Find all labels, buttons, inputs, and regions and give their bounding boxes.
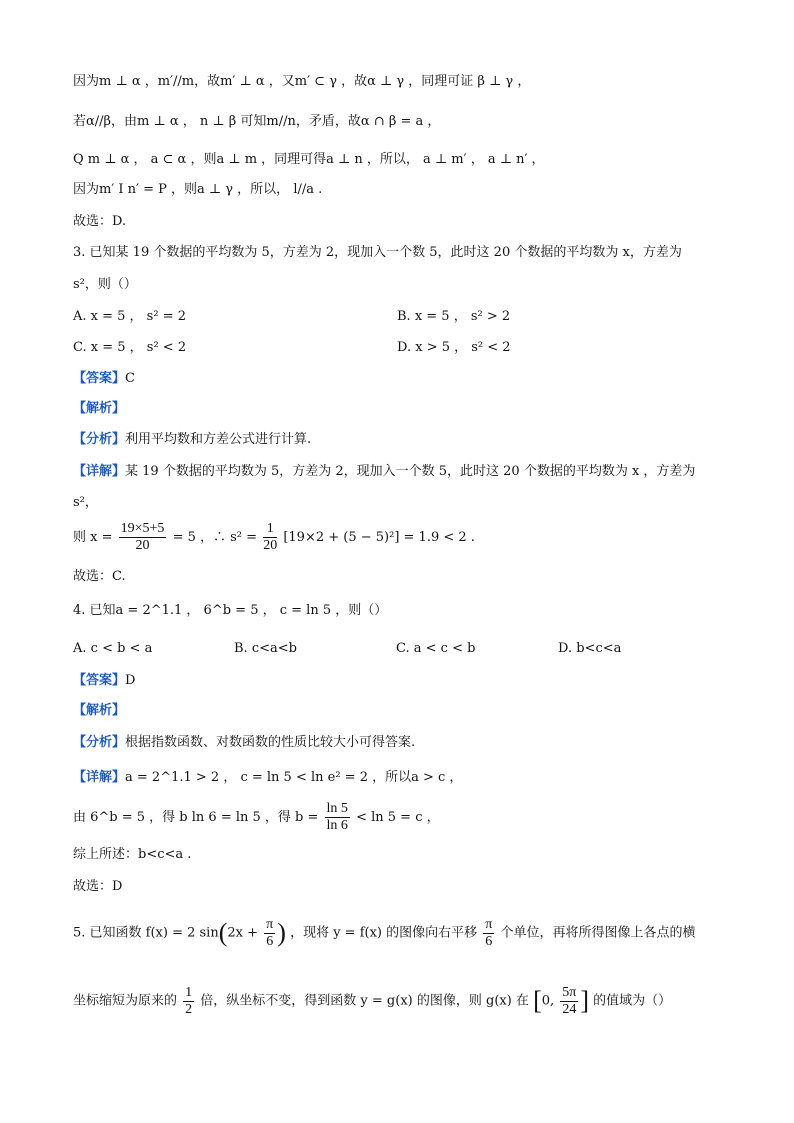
option-d: D. b<c<a: [558, 641, 622, 656]
question-3: 3. 已知某 19 个数据的平均数为 5，方差为 2，现加入一个数 5，此时这 20 个数据的平均数为 x，方差为: [73, 245, 682, 260]
text-line: 故选：D.: [73, 214, 127, 229]
question-5: 5. 已知函数 f(x) = 2 sin(2x + $\frac{\pi}{6}$ ) ，现将 y = f(x) 的图像向右平移 $\frac{\pi}{6}$ 个单位，再将所得图像上各点的横: [73, 916, 696, 949]
analysis-header: 【解析】: [73, 703, 126, 718]
question-5-cont: 坐标缩短为原来的 $\frac{1}{2}$ 倍，纵坐标不变，得到函数 y = g(x) 的图像，则 g(x) 在 [0, $\frac{5\pi}{24}$ ] 的值域为（）: [73, 984, 672, 1017]
option-a: A. c < b < a: [73, 641, 153, 656]
option-d: D. x > 5 ， s² < 2: [397, 340, 511, 355]
detail-row-cont: s²，: [73, 495, 98, 510]
answer-row: 【答案】D: [73, 673, 136, 688]
option-a: A. x = 5 ， s² = 2: [73, 309, 186, 324]
option-b: B. x = 5 ， s² > 2: [397, 309, 511, 324]
analysis-header: 【解析】: [73, 401, 126, 416]
analysis-row: 【分析】利用平均数和方差公式进行计算.: [73, 432, 312, 447]
detail-row: 【详解】a = 2^1.1 > 2 ， c = ln 5 < ln e² = 2 ，所以a > c ，: [73, 770, 463, 785]
text-line: 因为m ⊥ α ，m′//m，故m′ ⊥ α ，又m′ ⊂ γ ，故α ⊥ γ ，同理可证 β ⊥ γ ，: [73, 74, 531, 89]
answer-row: 【答案】C: [73, 371, 135, 386]
text-line: 若α//β，由m ⊥ α ， n ⊥ β 可知m//n，矛盾，故α ∩ β = a ，: [73, 114, 441, 129]
selection-row: 故选：C.: [73, 569, 126, 584]
option-b: B. c<a<b: [234, 641, 297, 656]
question-3-cont: s²，则（）: [73, 277, 137, 292]
formula-row: 由 6^b = 5 ，得 b ln 6 = ln 5 ，得 b = $\frac{\ln 5}{\ln 6}$ < ln 5 = c ，: [73, 801, 440, 833]
option-c: C. a < c < b: [396, 641, 476, 656]
detail-row: 【详解】某 19 个数据的平均数为 5，方差为 2，现加入一个数 5，此时这 20 个数据的平均数为 x ，方差为: [73, 464, 696, 479]
question-4: 4. 已知a = 2^1.1 ， 6^b = 5 ， c = ln 5 ，则（）: [73, 603, 388, 618]
option-c: C. x = 5 ， s² < 2: [73, 340, 187, 355]
selection-row: 故选：D: [73, 879, 123, 894]
text-line: Q m ⊥ α ， a ⊂ α ，则a ⊥ m ，同理可得a ⊥ n ，所以， a ⊥ m′ ， a ⊥ n′ ，: [73, 152, 545, 167]
analysis-row: 【分析】根据指数函数、对数函数的性质比较大小可得答案.: [73, 735, 416, 750]
summary-row: 综上所述：b<c<a .: [73, 847, 192, 862]
formula-row: 则 x = $\frac{19\times 5+5}{20}$ = 5 ，∴ s² = $\frac{1}{20}$ [19×2 + (5 − 5)²] = 1.9 < 2 .: [73, 521, 475, 553]
text-line: 因为m′ I n′ = P ，则a ⊥ γ ，所以， l//a .: [73, 182, 323, 197]
